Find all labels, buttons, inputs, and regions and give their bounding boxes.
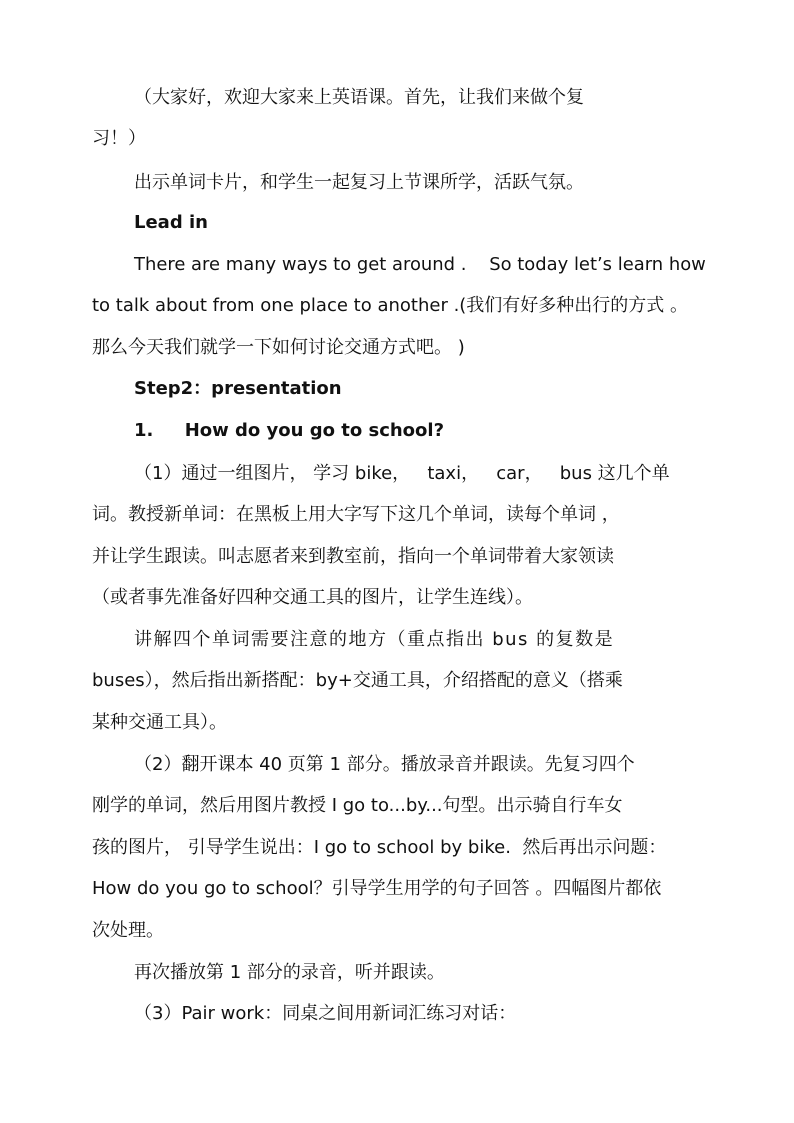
heading-step2: Step2：presentation: [134, 378, 342, 399]
paragraph-3-pair-work: （3）Pair work：同桌之间用新词汇练习对话：: [134, 1003, 517, 1024]
paragraph-lead-in-line2: to talk about from one place to another .(我们有好多种出行的方式 。: [92, 295, 689, 316]
paragraph-2-line2: 刚学的单词，然后用图片教授 I go to...by...句型。出示骑自行车女: [92, 795, 623, 816]
heading-question-1: 1. How do you go to school?: [134, 420, 445, 441]
paragraph-greeting-line1: （大家好，欢迎大家来上英语课。首先，让我们来做个复: [134, 87, 584, 108]
paragraph-2-line1: （2）翻开课本 40 页第 1 部分。播放录音并跟读。先复习四个: [134, 754, 635, 775]
paragraph-explain-line2: buses），然后指出新搭配：by+交通工具，介绍搭配的意义（搭乘: [92, 670, 623, 691]
paragraph-explain-line3: 某种交通工具）。: [92, 712, 227, 733]
paragraph-2-line3: 孩的图片， 引导学生说出：I go to school by bike. 然后再出示问题：: [92, 837, 667, 858]
paragraph-lead-in-line1: There are many ways to get around . So today let’s learn how: [134, 254, 706, 275]
paragraph-greeting-line2: 习！）: [92, 128, 146, 149]
paragraph-1-line2: 词。教授新单词：在黑板上用大字写下这几个单词，读每个单词 ，: [92, 504, 620, 525]
paragraph-1-line3: 并让学生跟读。叫志愿者来到教室前，指向一个单词带着大家领读: [92, 546, 614, 567]
paragraph-word-cards: 出示单词卡片，和学生一起复习上节课所学，活跃气氛。: [134, 172, 584, 193]
paragraph-2-line4: How do you go to school？引导学生用学的句子回答 。四幅图片都依: [92, 878, 662, 899]
paragraph-1-line1: （1）通过一组图片， 学习 bike， taxi， car， bus 这几个单: [134, 463, 670, 484]
paragraph-replay: 再次播放第 1 部分的录音，听并跟读。: [134, 962, 445, 983]
paragraph-2-line5: 次处理。: [92, 920, 164, 941]
paragraph-explain-line1: 讲解四个单词需要注意的地方（重点指出 bus 的复数是: [134, 629, 615, 650]
paragraph-lead-in-line3: 那么今天我们就学一下如何讨论交通方式吧。 ): [92, 337, 465, 358]
heading-lead-in: Lead in: [134, 212, 208, 233]
paragraph-1-line4: （或者事先准备好四种交通工具的图片，让学生连线）。: [92, 587, 533, 608]
